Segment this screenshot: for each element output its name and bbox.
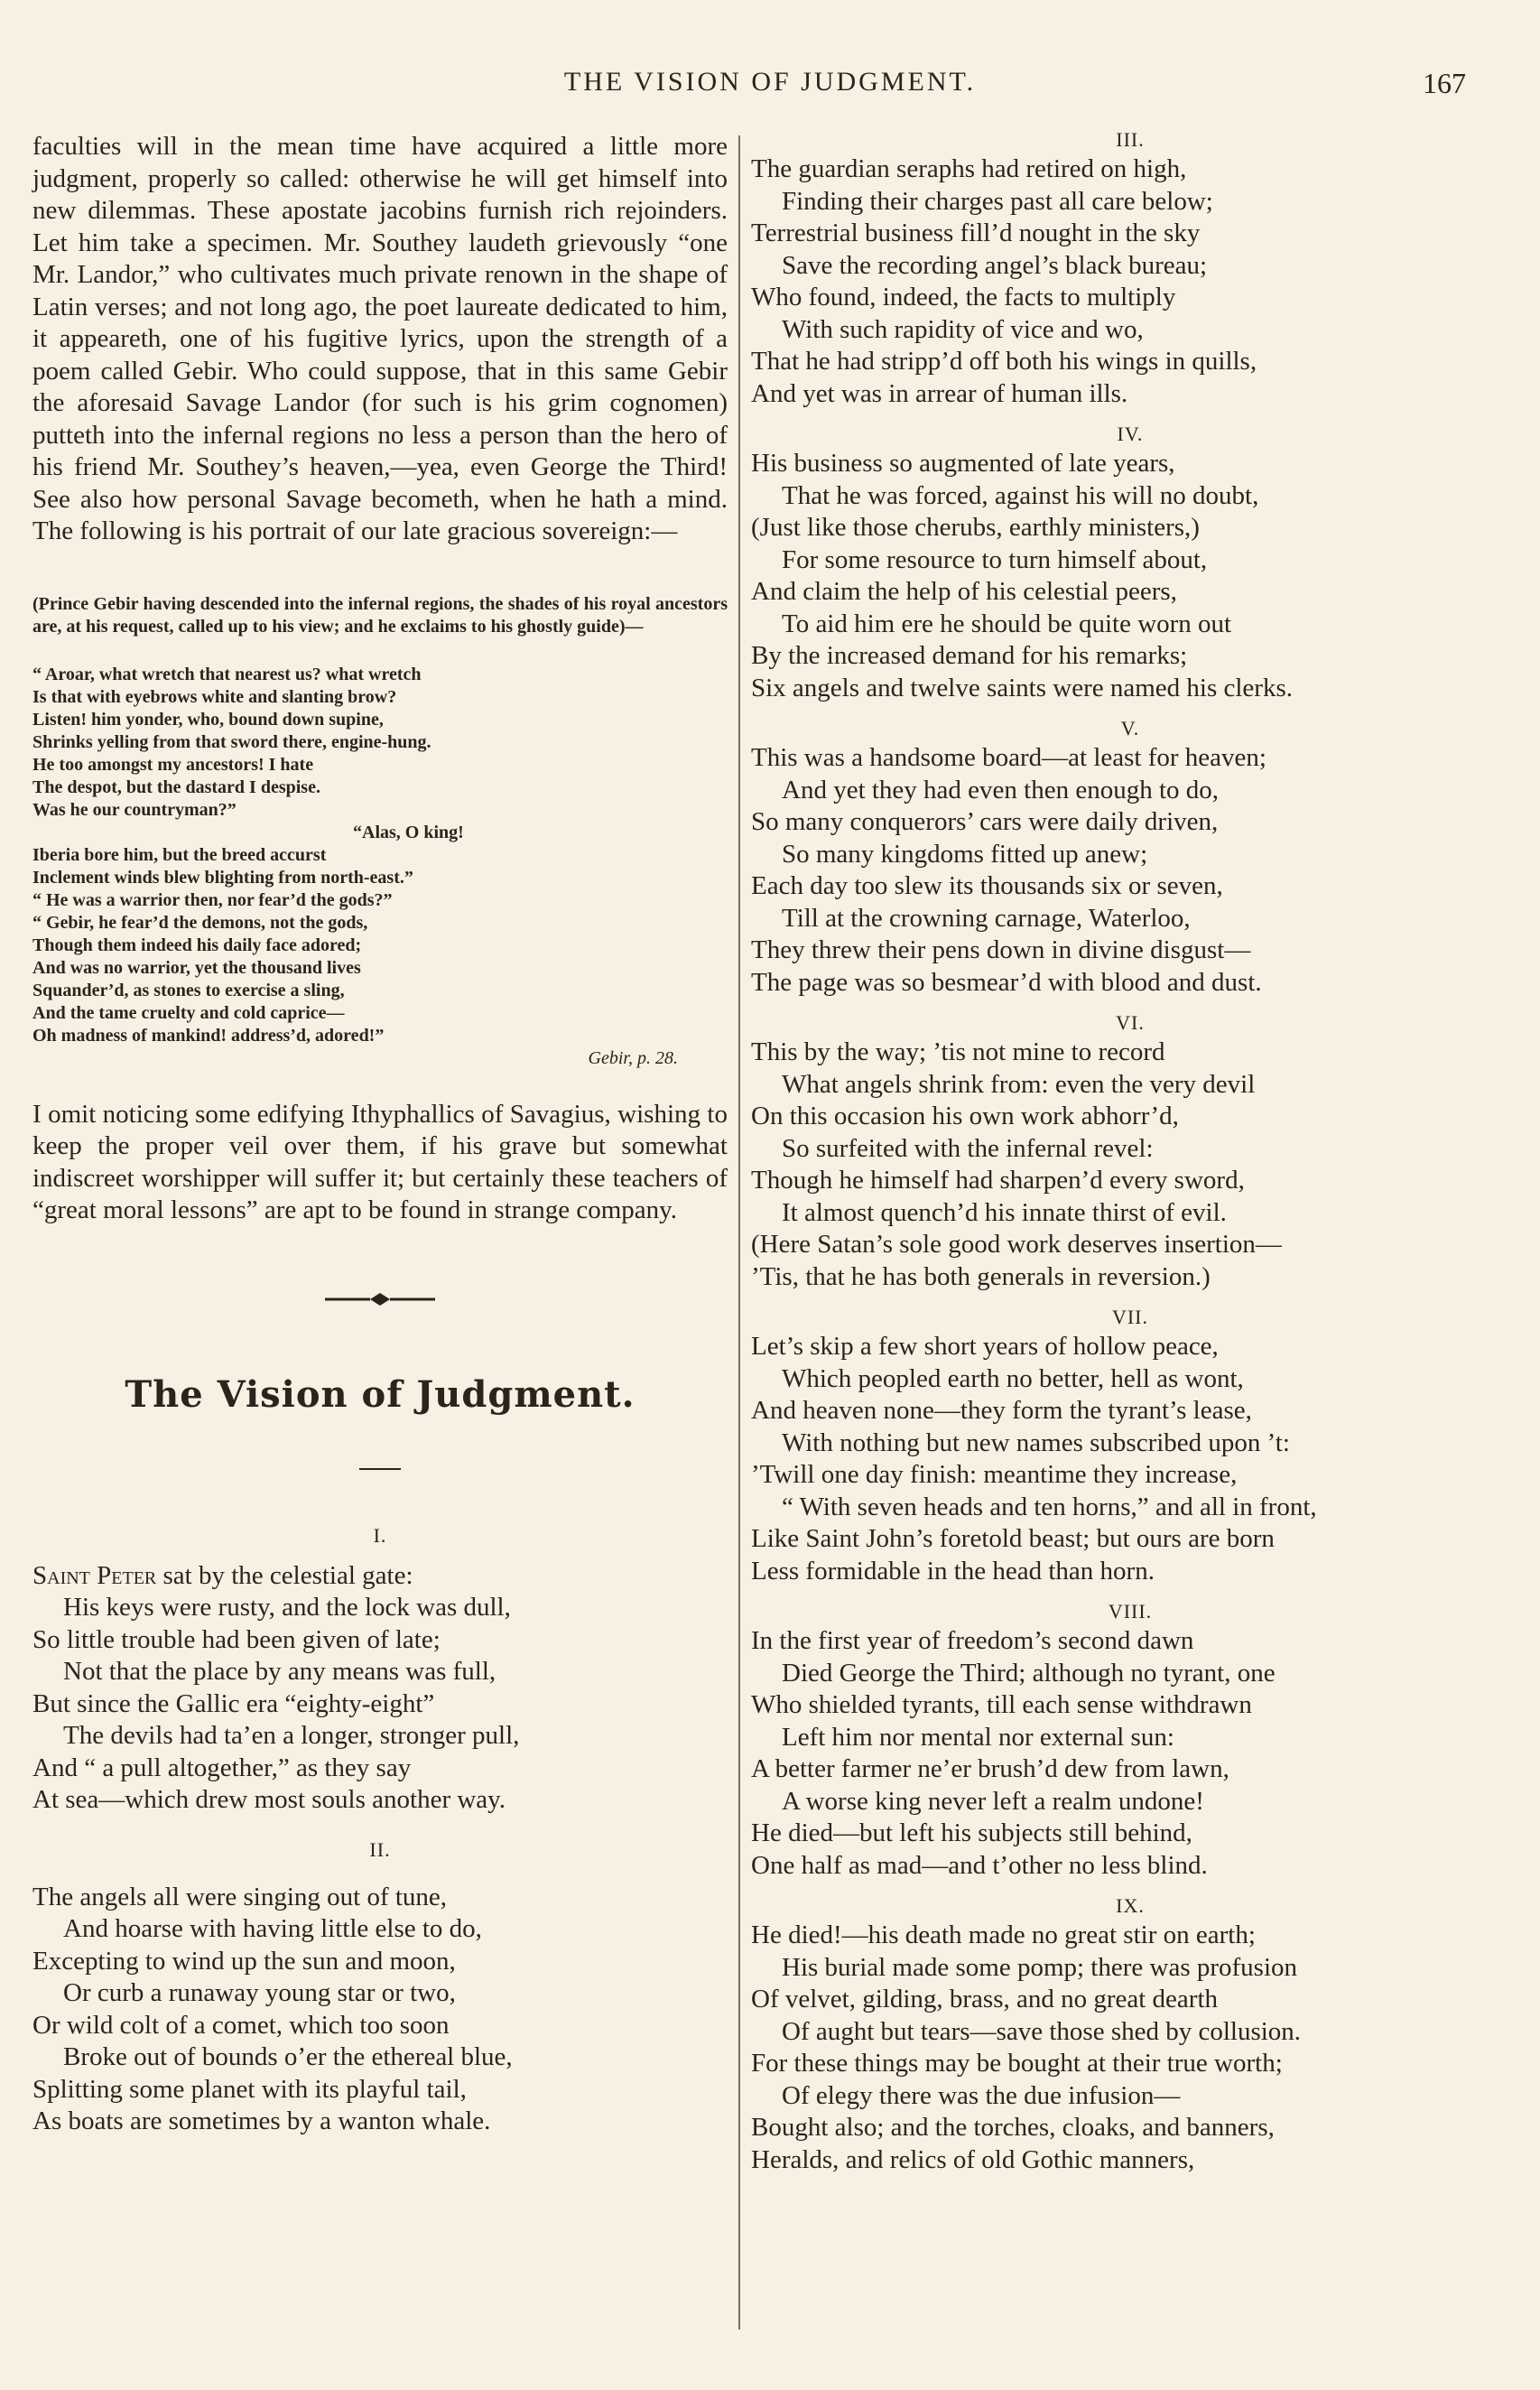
stanza-number: IV. <box>1117 423 1144 445</box>
verse-line: Though he himself had sharpen’d every sword, <box>751 1166 1245 1195</box>
verse-line: For some resource to turn himself about, <box>782 544 1208 574</box>
poem-title: The Vision of Judgment. <box>125 1372 635 1416</box>
verse-line: To aid him ere he should be quite worn out <box>782 609 1232 638</box>
verse-line: (Just like those cherubs, earthly ministers,) <box>751 513 1200 542</box>
verse-line: He died—but left his subjects still behind, <box>751 1818 1192 1847</box>
verse-line: By the increased demand for his remarks; <box>751 641 1188 670</box>
verse-line: A worse king never left a realm undone! <box>782 1786 1204 1816</box>
verse-line: Broke out of bounds o’er the ethereal blue, <box>63 2042 513 2071</box>
verse-line: And heaven none—they form the tyrant’s lease, <box>751 1396 1252 1425</box>
right-column <box>751 126 1509 2176</box>
verse-line: Finding their charges past all care below; <box>782 186 1213 216</box>
quote-line: He too amongst my ancestors! I hate <box>32 754 314 775</box>
stanza-number: II. <box>369 1837 391 1861</box>
verse-line: Like Saint John’s foretold beast; but ours are born <box>751 1524 1275 1553</box>
verse-line: ’Twill one day finish: meantime they increase, <box>751 1460 1238 1489</box>
stanza-1 <box>32 1560 728 1817</box>
verse-line: The page was so besmear’d with blood and dust. <box>751 967 1262 997</box>
stanza-3 <box>751 153 1509 410</box>
section-ornament <box>321 1288 439 1310</box>
verse-line: Excepting to wind up the sun and moon, <box>32 1946 456 1976</box>
verse-line: So little trouble had been given of late; <box>32 1624 441 1654</box>
verse-line: He died!—his death made no great stir on earth; <box>751 1920 1256 1949</box>
stanza-number: III. <box>1116 128 1145 151</box>
intro-paragraph: faculties will in the mean time have acquired a little more judgment, properly so called: otherwise he will get himself into new dilemmas. These apostate jacobins furnish rich rejoinders. Let him take a specimen. Mr. Southey laudeth grievously “one Mr. Landor,” who cultivates much private renown in the shape of Latin verses; and not long ago, the poet laureate dedicated to him, it appeareth, one of his fugitive lyrics, upon the strength of a poem called Gebir. Who could suppose, that in this same Gebir the aforesaid Savage Landor (for such is his grim cognomen) putteth into the infernal regions no less a person than the hero of his friend Mr. Southey’s heaven,—yea, even George the Third! See also how personal Savage becometh, when he hath a mind. The following is his portrait of our late gracious sovereign:— <box>32 132 728 545</box>
stanza-number: VII. <box>1111 1306 1149 1328</box>
verse-line: His keys were rusty, and the lock was dull, <box>63 1593 511 1622</box>
verse-line: (Here Satan’s sole good work deserves insertion— <box>751 1230 1282 1259</box>
stanza-number: I. <box>373 1523 387 1547</box>
quote-line: Was he our countryman?” <box>32 799 237 820</box>
quote-line: “ Gebir, he fear’d the demons, not the gods, <box>32 912 368 933</box>
quote-line: “ He was a warrior then, nor fear’d the gods?” <box>32 889 393 910</box>
quote-line: “ Aroar, what wretch that nearest us? what wretch <box>32 664 422 684</box>
quote-line: Squander’d, as stones to exercise a sling, <box>32 980 345 1000</box>
opening-words: Saint Peter <box>32 1560 157 1590</box>
quote-line: Inclement winds blew blighting from north-east.” <box>32 867 413 888</box>
page-number: 167 <box>1423 67 1466 99</box>
quote-line: Oh madness of mankind! address’d, adored!” <box>32 1025 385 1046</box>
verse-line: Who shielded tyrants, till each sense withdrawn <box>751 1690 1252 1719</box>
verse-line: And yet was in arrear of human ills. <box>751 378 1128 408</box>
quote-line: Listen! him yonder, who, bound down supine, <box>32 709 384 730</box>
verse-line: Of elegy there was the due infusion— <box>782 2080 1181 2110</box>
verse-line: So many kingdoms fitted up anew; <box>782 839 1148 869</box>
verse-line: With such rapidity of vice and wo, <box>782 314 1144 344</box>
verse-line: And claim the help of his celestial peers, <box>751 577 1177 606</box>
verse-line: Terrestrial business fill’d nought in the sky <box>751 219 1201 247</box>
stanza-7 <box>751 1331 1509 1587</box>
verse-line: And “ a pull altogether,” as they say <box>32 1753 412 1782</box>
stanza-number: V. <box>1120 717 1140 739</box>
stanza-number: VI. <box>1116 1011 1145 1034</box>
verse-line: Each day too slew its thousands six or seven, <box>751 871 1223 900</box>
verse-line: Let’s skip a few short years of hollow peace, <box>751 1332 1219 1361</box>
verse-line: It almost quench’d his innate thirst of evil. <box>782 1197 1227 1227</box>
verse-line: Which peopled earth no better, hell as wont, <box>782 1363 1244 1393</box>
verse-line: As boats are sometimes by a wanton whale. <box>32 2106 491 2135</box>
verse-line: The devils had ta’en a longer, stronger pull, <box>63 1721 520 1750</box>
left-column <box>32 131 728 2138</box>
verse-line: So surfeited with the infernal revel: <box>782 1133 1154 1163</box>
running-head <box>0 67 1540 112</box>
stanza-6 <box>751 1037 1509 1293</box>
quote-citation: Gebir, p. 28. <box>588 1047 678 1068</box>
column-divider <box>738 135 740 2330</box>
verse-line: And hoarse with having little else to do, <box>63 1914 482 1943</box>
verse-line: At sea—which drew most souls another way. <box>32 1785 506 1814</box>
quote-line: “Alas, O king! <box>353 822 464 842</box>
verse-line: His burial made some pomp; there was profusion <box>782 1952 1298 1982</box>
verse-line: Six angels and twelve saints were named his clerks. <box>751 673 1293 702</box>
verse-line: For these things may be bought at their true worth; <box>751 2049 1283 2078</box>
verse-line: One half as mad—and t’other no less blind. <box>751 1850 1208 1880</box>
verse-line: Left him nor mental nor external sun: <box>782 1722 1174 1752</box>
title-rule <box>359 1468 401 1470</box>
stanza-2 <box>32 1882 728 2138</box>
verse-line: The angels all were singing out of tune, <box>32 1882 448 1911</box>
verse-line: That he was forced, against his will no doubt, <box>782 480 1259 510</box>
running-title: THE VISION OF JUDGMENT. <box>563 67 977 97</box>
verse-line: Died George the Third; although no tyrant, one <box>782 1658 1276 1688</box>
verse-line: What angels shrink from: even the very devil <box>782 1069 1256 1099</box>
verse-line: That he had stripp’d off both his wings in quills, <box>751 347 1257 376</box>
stanza-9 <box>751 1920 1509 2176</box>
gebir-quotation <box>32 664 728 1070</box>
quote-line: And the tame cruelty and cold caprice— <box>32 1002 345 1023</box>
verse-line: Of aught but tears—save those shed by collusion. <box>782 2016 1302 2046</box>
verse-line: Who found, indeed, the facts to multiply <box>751 283 1176 312</box>
stanza-number: IX. <box>1116 1894 1145 1917</box>
quote-intro: (Prince Gebir having descended into the infernal regions, the shades of his royal ancestors are, at his request, called up to his view; and he exclaims to his ghostly guide)— <box>32 593 728 637</box>
verse-line: They threw their pens down in divine disgust— <box>751 935 1251 964</box>
verse-line: Or wild colt of a comet, which too soon <box>32 2010 450 2040</box>
quote-line: Iberia bore him, but the breed accurst <box>32 844 327 865</box>
quote-line: Though them indeed his daily face adored; <box>32 935 362 955</box>
verse-line: His business so augmented of late years, <box>751 449 1175 478</box>
stanza-5 <box>751 742 1509 999</box>
verse-line: A better farmer ne’er brush’d dew from lawn, <box>751 1754 1229 1783</box>
verse-line: Splitting some planet with its playful tail, <box>32 2074 467 2104</box>
verse-line: With nothing but new names subscribed upon ’t: <box>782 1427 1290 1457</box>
verse-line: And yet they had even then enough to do, <box>782 775 1220 804</box>
quote-line: Is that with eyebrows white and slanting brow? <box>32 686 397 707</box>
verse-line: On this occasion his own work abhorr’d, <box>751 1102 1179 1130</box>
stanza-number: VIII. <box>1108 1600 1153 1623</box>
verse-line: Bought also; and the torches, cloaks, and banners, <box>751 2113 1275 2142</box>
closing-paragraph: I omit noticing some edifying Ithyphallics of Savagius, wishing to keep the proper veil over them, if his grave but somewhat indiscreet worshipper will suffer it; but certainly these teachers of “great moral lessons” are apt to be found in strange company. <box>32 1099 728 1224</box>
verse-line: Saint Peter sat by the celestial gate: <box>32 1560 413 1590</box>
verse-line: “ With seven heads and ten horns,” and all in front, <box>782 1492 1317 1521</box>
verse-line: In the first year of freedom’s second dawn <box>751 1626 1194 1655</box>
verse-line: But since the Gallic era “eighty-eight” <box>32 1688 435 1718</box>
verse-line: Till at the crowning carnage, Waterloo, <box>782 903 1191 933</box>
verse-line: The guardian seraphs had retired on high, <box>751 154 1187 183</box>
verse-line: Not that the place by any means was full, <box>63 1657 496 1686</box>
verse-line: Or curb a runaway young star or two, <box>63 1978 456 2007</box>
verse-line: ’Tis, that he has both generals in reversion.) <box>751 1261 1211 1291</box>
stanza-8 <box>751 1625 1509 1882</box>
verse-line: This was a handsome board—at least for heaven; <box>751 743 1266 772</box>
quote-line: And was no warrior, yet the thousand lives <box>32 957 361 978</box>
verse-line: Heralds, and relics of old Gothic manners, <box>751 2144 1195 2174</box>
verse-line: Less formidable in the head than horn. <box>751 1556 1155 1586</box>
stanza-4 <box>751 448 1509 704</box>
verse-line: Save the recording angel’s black bureau; <box>782 250 1208 280</box>
verse-line: This by the way; ’tis not mine to record <box>751 1037 1165 1066</box>
verse-line: So many conquerors’ cars were daily driven, <box>751 807 1219 836</box>
quote-line: Shrinks yelling from that sword there, engine-hung. <box>32 731 431 752</box>
verse-line: Of velvet, gilding, brass, and no great dearth <box>751 1985 1219 2013</box>
quote-line: The despot, but the dastard I despise. <box>32 777 320 797</box>
